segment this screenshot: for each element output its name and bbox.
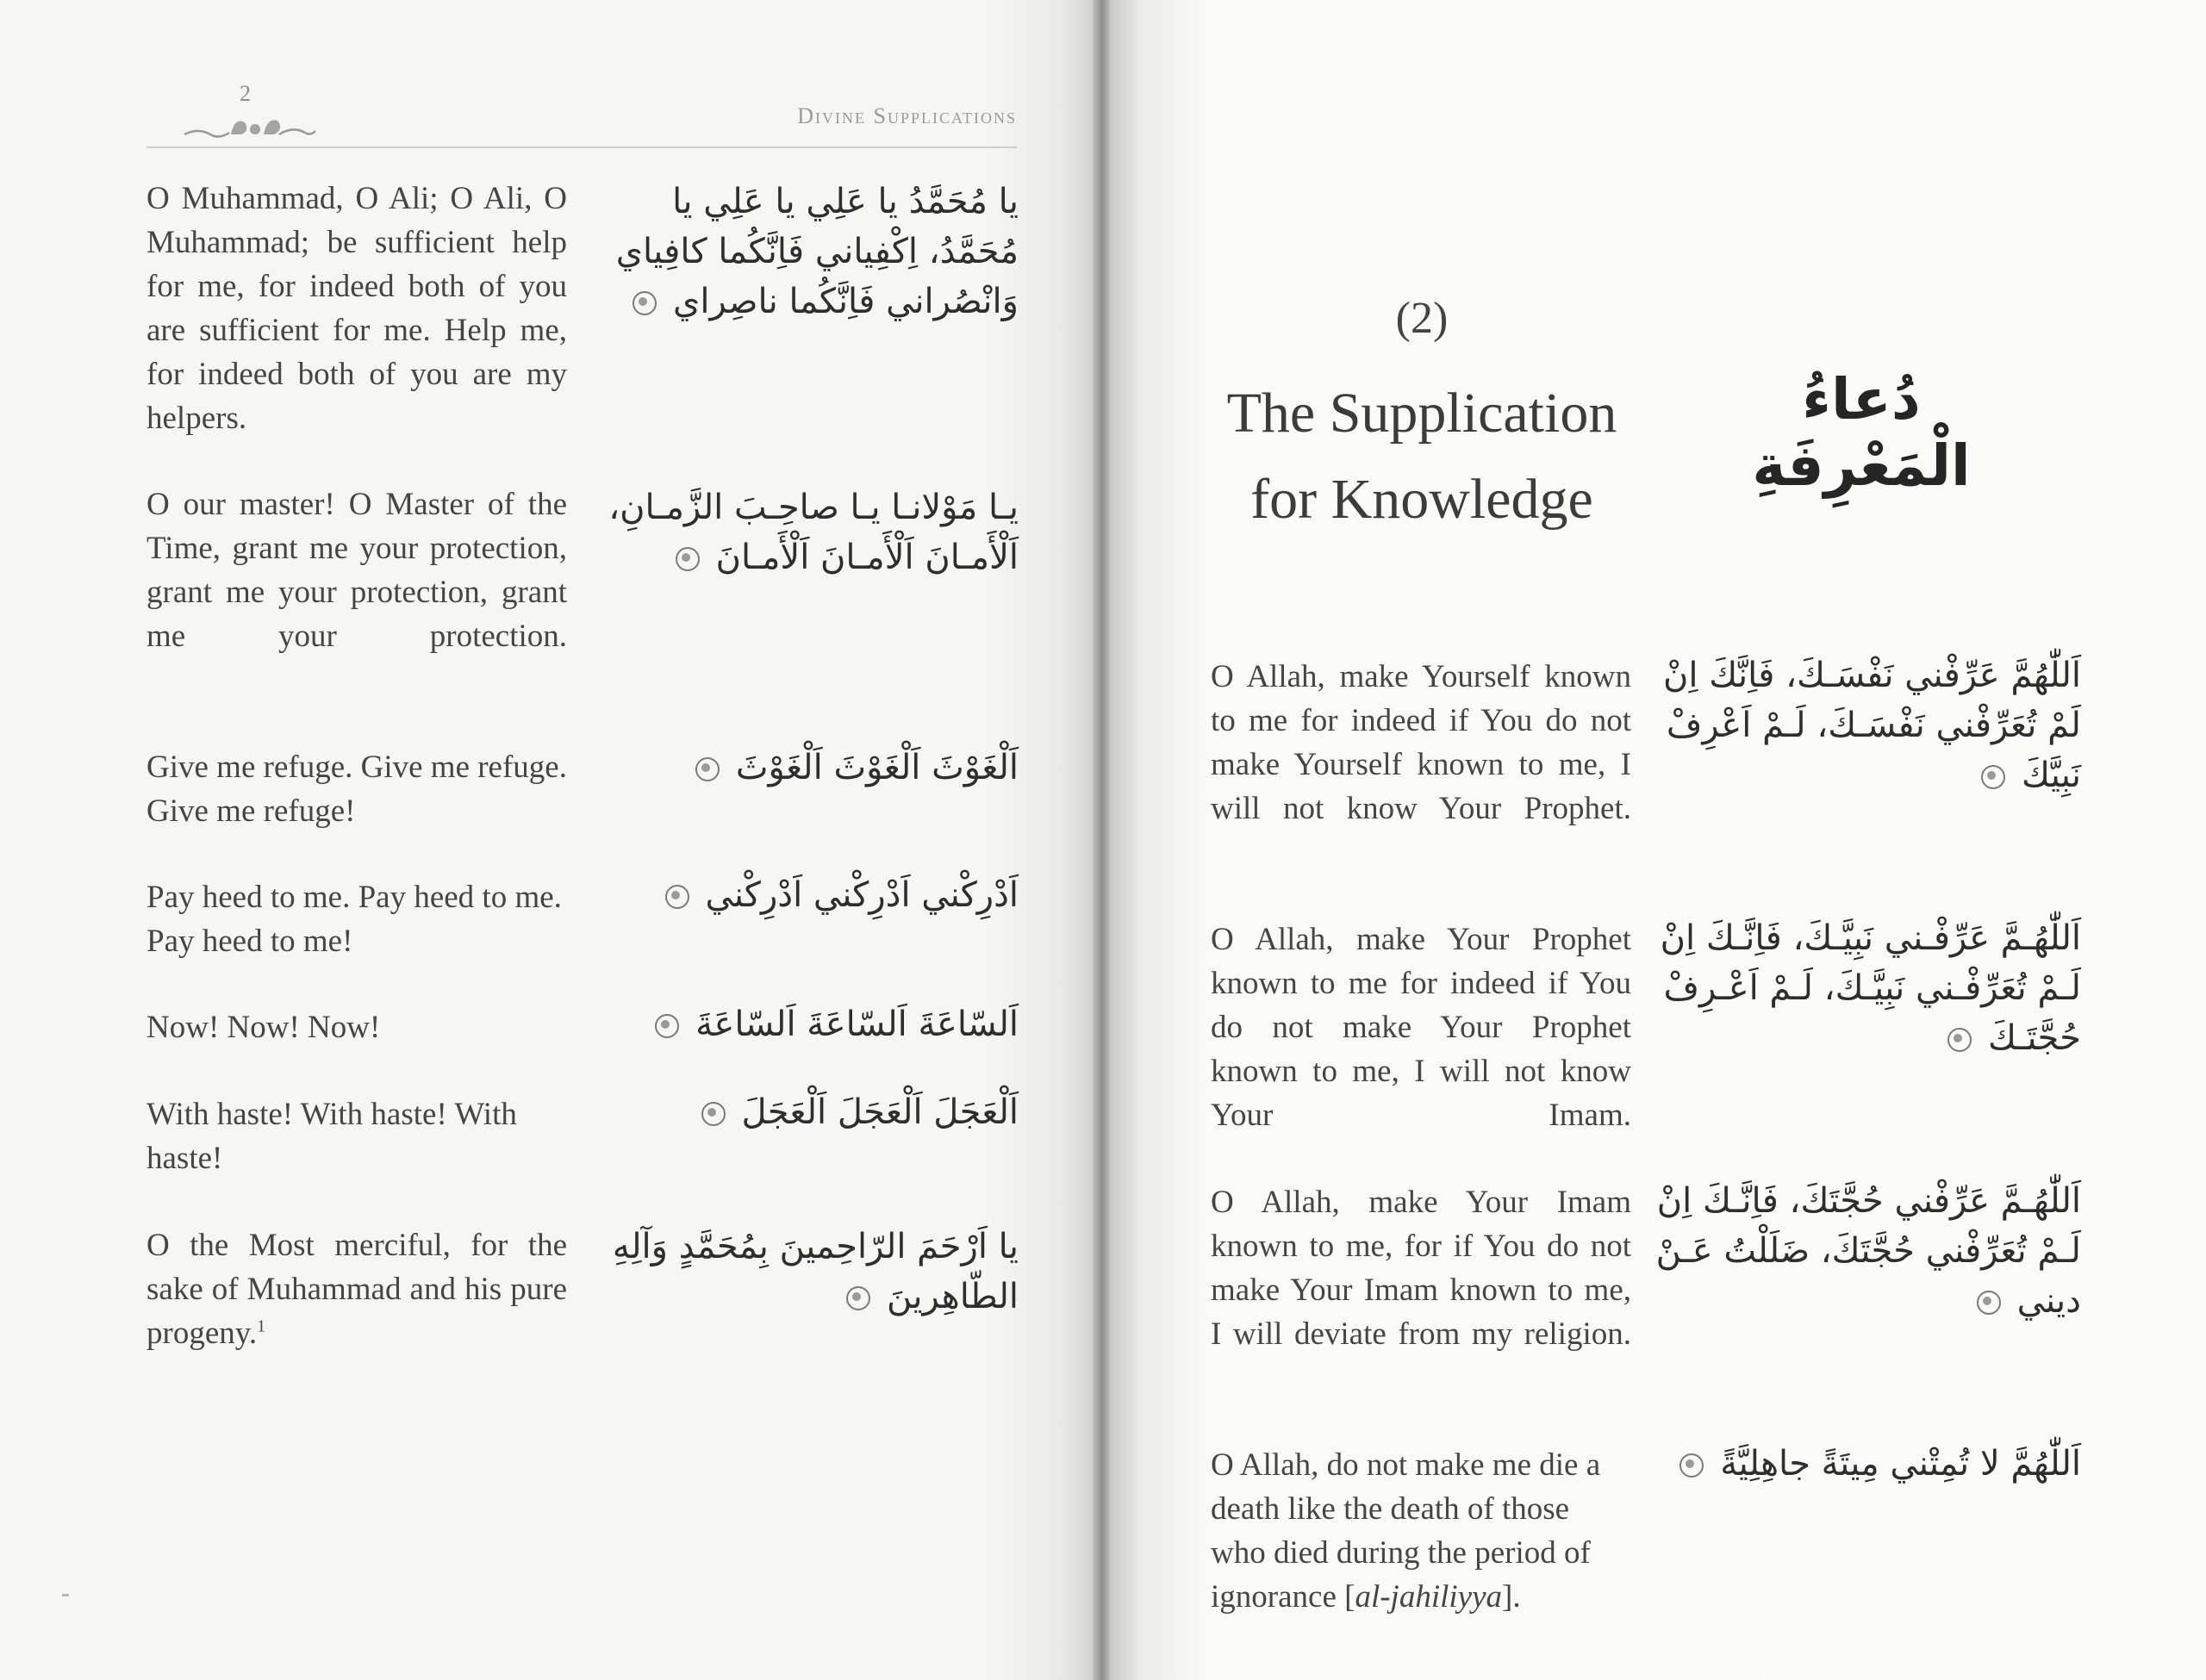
left-entry-3-arabic <box>595 743 1019 793</box>
page-speck <box>62 1594 69 1596</box>
section-number: (2) <box>1395 294 1449 343</box>
left-entry-7-english <box>146 1223 567 1399</box>
left-entry-1-arabic <box>595 177 1019 327</box>
verse-end-icon <box>633 291 657 315</box>
verse-end-icon <box>665 885 689 909</box>
right-entry-2-arabic-text: اَللّٰهُـمَّ عَرِّفْـني نَبِيَّـكَ، فَاِنَّـكَ اِنْ لَـمْ تُعَرِّفْـني نَبِيَّـكَ، لَـمْ اَعْـرِفْ حُجَّتَـكَ <box>1660 918 2081 1058</box>
verse-end-icon <box>1977 1291 2001 1315</box>
right-entry-4-english-italic: al-jahiliyya <box>1355 1579 1503 1615</box>
verse-end-icon <box>701 1102 726 1126</box>
left-entry-4-arabic-text: اَدْرِكْني اَدْرِكْني اَدْرِكْني <box>705 875 1019 915</box>
left-entry-5-english: Now! Now! Now! <box>146 1010 381 1045</box>
verse-end-icon <box>655 1014 679 1038</box>
right-entry-4-english-text: O Allah, do not make me die a death like the death of those who died during the period of ignorance [ <box>1211 1447 1601 1615</box>
left-entry-5-arabic-text: اَلسّاعَةَ اَلسّاعَةَ اَلسّاعَةَ <box>695 1005 1019 1044</box>
verse-end-icon <box>1679 1453 1704 1478</box>
left-entry-7-arabic <box>595 1222 1019 1322</box>
verse-end-icon <box>695 757 720 781</box>
left-entry-7-arabic-text: يا اَرْحَمَ الرّاحِمينَ بِمُحَمَّدٍ وَآلِهِ الطّاهِرينَ <box>612 1227 1019 1316</box>
left-entry-6-arabic <box>595 1087 1019 1137</box>
verse-end-icon <box>846 1286 870 1310</box>
left-entry-4-english: Pay heed to me. Pay heed to me. Pay heed to me! <box>146 880 562 959</box>
running-header <box>146 81 1017 148</box>
left-entry-6-english: With haste! With haste! With haste! <box>146 1097 517 1176</box>
right-entry-2-arabic <box>1646 913 2081 1063</box>
right-entry-1-english: O Allah, make Yourself known to me for indeed if You do not make Yourself known to me, I will not know Your Prophet. <box>1211 659 1631 826</box>
verse-end-icon <box>676 547 700 571</box>
right-entry-4-arabic <box>1646 1439 2081 1489</box>
right-entry-3-arabic-text: اَللّٰهُـمَّ عَرِّفْني حُجَّتَكَ، فَاِنَّـكَ اِنْ لَـمْ تُعَرِّفْني حُجَّتَكَ، ضَلَلْتُ عَـنْ ديني <box>1655 1181 2081 1321</box>
left-entry-3-english: Give me refuge. Give me refuge. Give me refuge! <box>146 750 567 829</box>
section-title-line-1: The Supplication <box>1226 382 1617 445</box>
left-entry-2-english: O our master! O Master of the Time, grant me your protection, grant me your protection, grant me your protection. <box>146 487 567 654</box>
section-title-arabic: دُعاءُ الْمَعْرِفَةِ <box>1752 366 1971 499</box>
footnote-reference: 1 <box>257 1316 266 1336</box>
left-entry-5-arabic <box>595 999 1019 1049</box>
right-entry-2-english: O Allah, make Your Prophet known to me for indeed if You do not make Your Prophet known to me, I will not know Your Imam. <box>1211 922 1631 1133</box>
verse-end-icon <box>1981 765 2005 789</box>
right-entry-4-english <box>1211 1443 1631 1619</box>
section-title <box>1202 370 1642 543</box>
right-entry-1-arabic <box>1646 650 2081 800</box>
right-entry-4-arabic-text: اَللّٰهُمَّ لا تُمِتْني مِيتَةً جاهِلِيَّةً <box>1720 1444 2081 1484</box>
page-number: 2 <box>240 81 251 106</box>
book-title: Divine Supplications <box>797 103 1017 128</box>
left-entry-2-arabic-text: يـا مَوْلانـا يـا صاحِـبَ الزَّمـانِ، اَلْأَمـانَ اَلْأَمـانَ اَلْأَمـانَ <box>608 488 1019 577</box>
left-entry-1-english: O Muhammad, O Ali; O Ali, O Muhammad; be sufficient help for me, for indeed both of you are sufficient for me. Help me, for indeed both of you are my helpers. <box>146 181 567 436</box>
left-entry-4-arabic <box>595 870 1019 920</box>
left-entry-7-english-text: O the Most merciful, for the sake of Muhammad and his pure progeny. <box>146 1228 567 1351</box>
left-entry-2-arabic <box>595 482 1019 582</box>
right-entry-1-arabic-text: اَللّٰهُمَّ عَرِّفْني نَفْسَـكَ، فَاِنَّكَ اِنْ لَمْ تُعَرِّفْني نَفْسَـكَ، لَـمْ اَعْرِفْ نَبِيَّكَ <box>1663 656 2081 795</box>
left-entry-1-arabic-text: يا مُحَمَّدُ يا عَلِي يا عَلِي يا مُحَمَّدُ، اِكْفِياني فَاِنَّكُما كافِياي وَانْصُراني فَاِنَّكُما ناصِراي <box>615 182 1019 321</box>
section-title-line-2: for Knowledge <box>1250 468 1593 531</box>
verse-end-icon <box>1947 1028 1972 1052</box>
right-entry-3-english: O Allah, make Your Imam known to me, for if You do not make Your Imam known to me, I will deviate from my religion. <box>1211 1185 1631 1352</box>
right-entry-3-arabic <box>1646 1176 2081 1326</box>
left-entry-3-arabic-text: اَلْغَوْثَ اَلْغَوْثَ اَلْغَوْثَ <box>735 748 1019 787</box>
right-entry-4-english-end: ]. <box>1502 1579 1521 1615</box>
left-entry-6-arabic-text: اَلْعَجَلَ اَلْعَجَلَ اَلْعَجَلَ <box>741 1092 1019 1132</box>
